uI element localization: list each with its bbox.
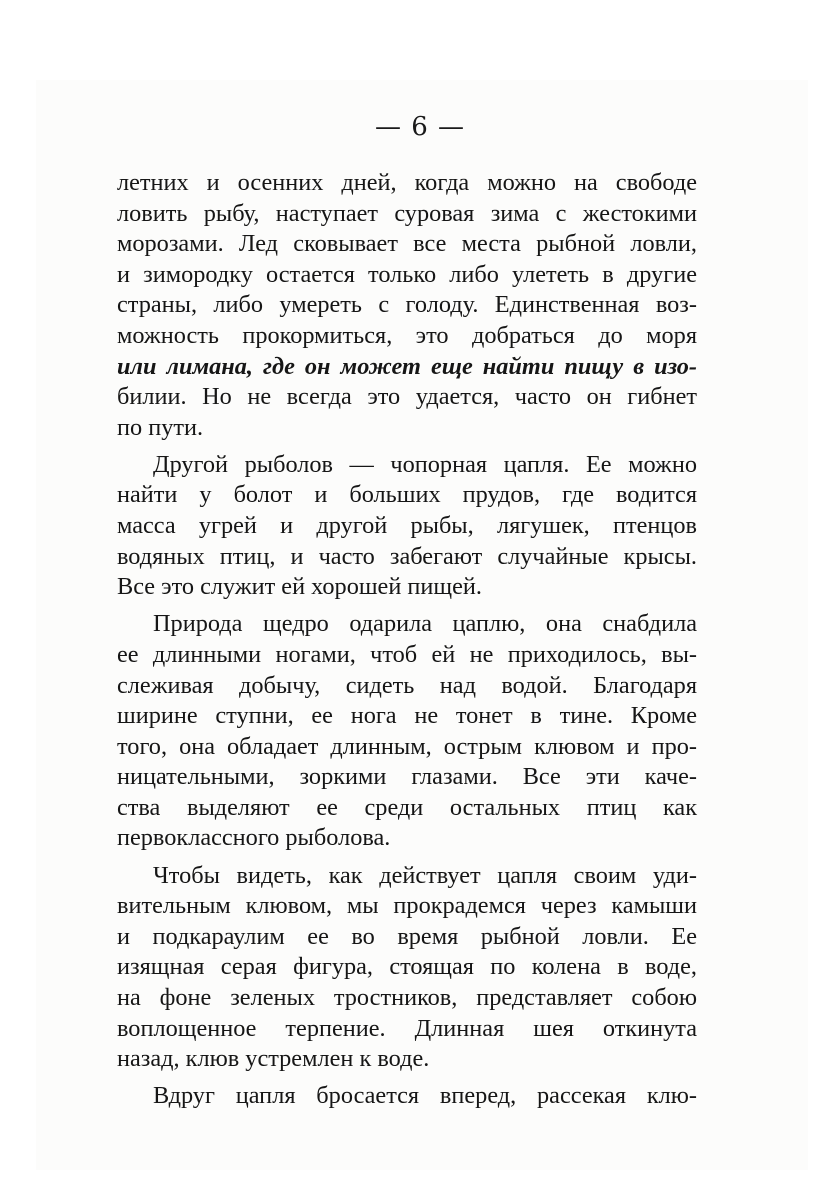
text-line: по пути. [117, 413, 204, 441]
text-line: изящная серая фигура, стоящая по колена в воде, [117, 953, 697, 981]
text-line: найти у болот и больших прудов, где водится [117, 481, 697, 509]
text-line: ства выделяют ее среди остальных птиц как [117, 793, 697, 821]
text-line: воплощенное терпение. Длинная шея откинута [117, 1014, 697, 1042]
paragraph-2 [117, 450, 697, 603]
text-line: назад, клюв устремлен к воде. [117, 1045, 430, 1073]
text-line-emphasis: или лимана, где он может еще найти пищу в изо- [117, 352, 697, 380]
text-line: Вдруг цапля бросается вперед, рассекая клю- [153, 1082, 697, 1110]
text-line: и зимородку остается только либо улететь в другие [117, 260, 697, 288]
paragraph-3 [117, 609, 697, 854]
text-line: слеживая добычу, сидеть над водой. Благодаря [117, 671, 697, 699]
text-line: Природа щедро одарила цаплю, она снабдила [153, 610, 697, 638]
text-line: вительным клювом, мы прокрадемся через камыши [117, 892, 697, 920]
text-line: летних и осенних дней, когда можно на свободе [117, 169, 697, 196]
paragraph-5 [117, 1081, 697, 1112]
text-line: можность прокормиться, это добраться до моря [117, 321, 697, 349]
text-line: на фоне зеленых тростников, представляет собою [117, 983, 697, 1011]
text-line: первоклассного рыболова. [117, 824, 391, 852]
text-line: ее длинными ногами, чтоб ей не приходилось, вы- [117, 640, 697, 668]
text-line: масса угрей и другой рыбы, лягушек, птенцов [117, 512, 697, 540]
paragraph-1 [117, 168, 697, 443]
text-line: Другой рыболов — чопорная цапля. Ее можно [153, 450, 697, 478]
text-line: страны, либо умереть с голоду. Единственная воз- [117, 291, 697, 319]
text-line: билии. Но не всегда это удается, часто он гибнет [117, 383, 697, 411]
paragraph-4 [117, 861, 697, 1075]
text-block [117, 168, 697, 1112]
text-line: ловить рыбу, наступает суровая зима с жестокими [117, 199, 697, 227]
text-line: ницательными, зоркими глазами. Все эти каче- [117, 763, 697, 791]
text-line: Все это служит ей хорошей пищей. [117, 573, 482, 601]
page-number: — 6 — [374, 112, 466, 142]
text-line: морозами. Лед сковывает все места рыбной ловли, [117, 230, 697, 258]
text-line: Чтобы видеть, как действует цапля своим уди- [153, 861, 697, 889]
text-line: водяных птиц, и часто забегают случайные крысы. [117, 542, 697, 570]
text-line: и подкараулим ее во время рыбной ловли. Ее [117, 922, 697, 950]
text-line: ширине ступни, ее нога не тонет в тине. Кроме [117, 702, 697, 730]
text-line: того, она обладает длинным, острым клювом и про- [117, 732, 697, 760]
